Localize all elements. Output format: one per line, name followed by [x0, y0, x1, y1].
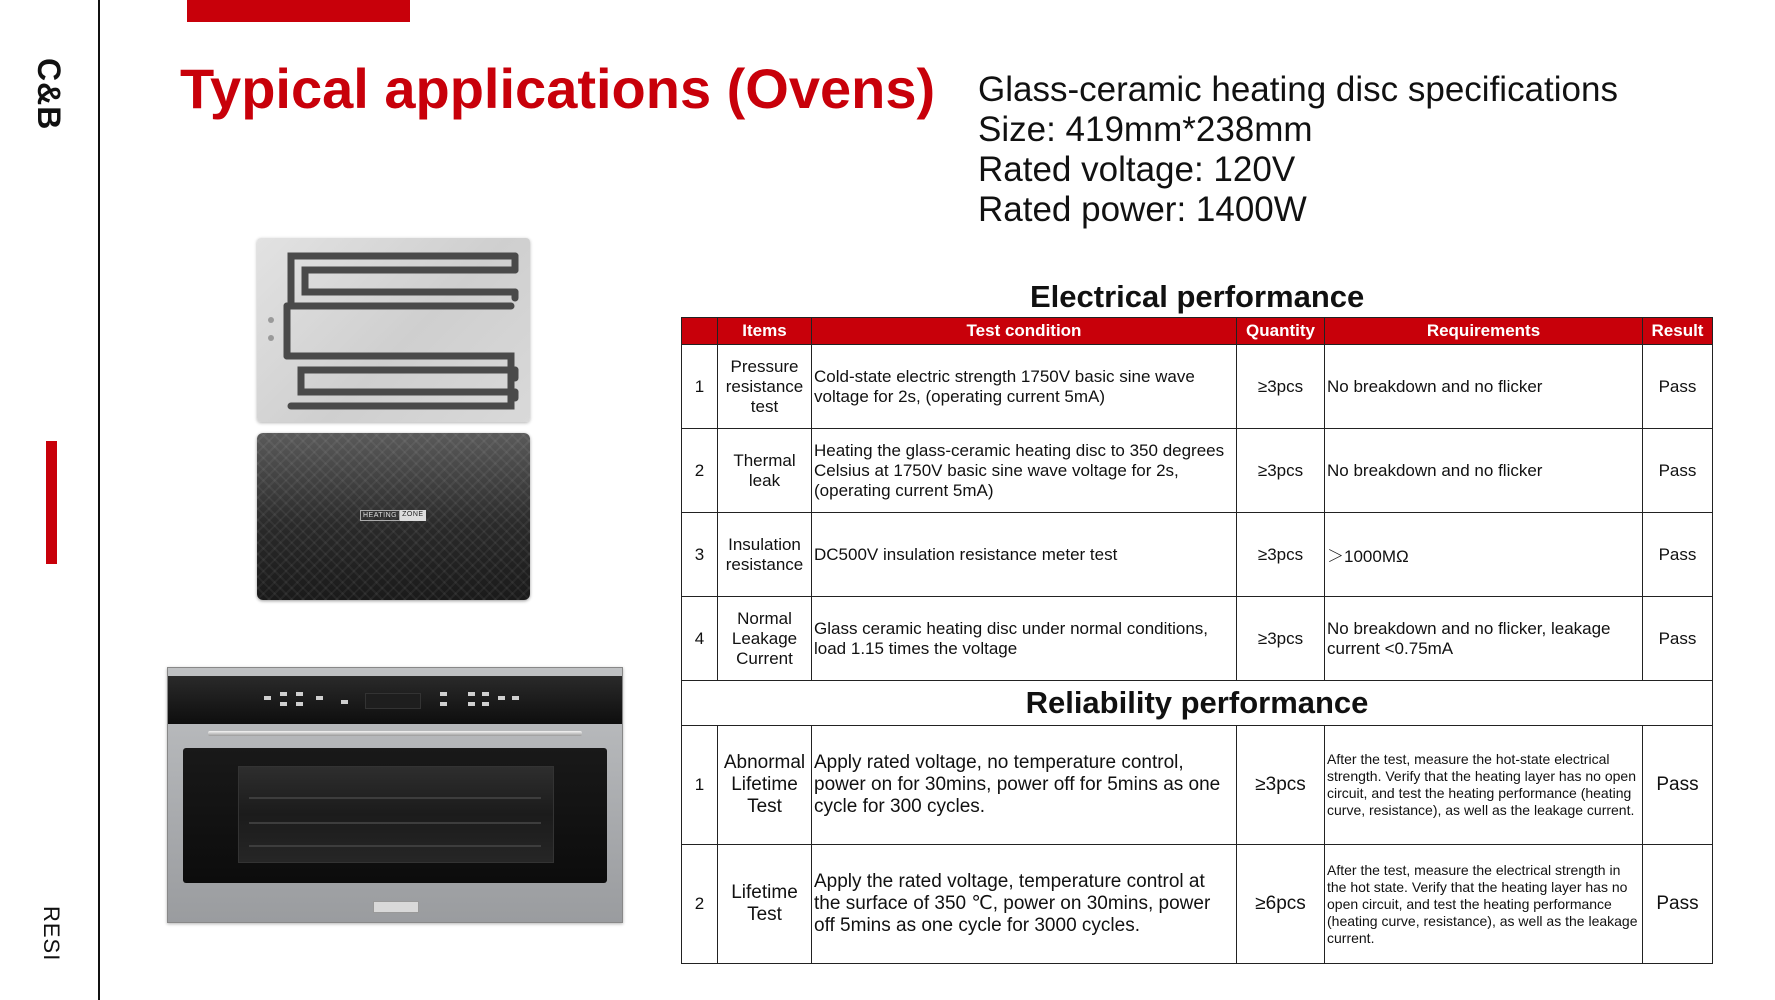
table-row — [682, 513, 1713, 597]
row-number: 3 — [682, 513, 718, 597]
spec-line: Rated power: 1400W — [978, 190, 1307, 229]
table-row — [682, 726, 1713, 845]
row-item: Lifetime Test — [718, 845, 812, 964]
row-result: Pass — [1643, 429, 1713, 513]
row-quantity: ≥6pcs — [1237, 845, 1325, 964]
col-header-result: Result — [1643, 318, 1713, 345]
row-result: Pass — [1643, 845, 1713, 964]
row-requirements: ＞1000MΩ — [1325, 513, 1643, 597]
col-header-quantity: Quantity — [1237, 318, 1325, 345]
row-condition: Glass ceramic heating disc under normal conditions, load 1.15 times the voltage — [812, 597, 1237, 681]
table-row — [682, 429, 1713, 513]
row-condition: Apply rated voltage, no temperature control, power on for 30mins, power off for 5mins as one cycle for 300 cycles. — [812, 726, 1237, 845]
table-row — [682, 597, 1713, 681]
row-condition: Heating the glass-ceramic heating disc to 350 degrees Celsius at 1750V basic sine wave voltage for 2s, (operating current 5mA) — [812, 429, 1237, 513]
brand-logo-text: C&B — [31, 58, 67, 131]
table-row — [682, 345, 1713, 429]
row-result: Pass — [1643, 513, 1713, 597]
row-item: Abnormal Lifetime Test — [718, 726, 812, 845]
sidebar — [0, 0, 100, 1000]
row-requirements: No breakdown and no flicker — [1325, 429, 1643, 513]
reliability-section-row — [682, 681, 1713, 726]
row-number: 2 — [682, 429, 718, 513]
row-requirements: After the test, measure the hot-state electrical strength. Verify that the heating layer has no open circuit, and test the heating performance (heating curve, resistance), as well as the leakage current. — [1325, 726, 1643, 845]
top-accent-bar — [187, 0, 410, 22]
oven-image — [167, 667, 623, 923]
row-quantity: ≥3pcs — [1237, 726, 1325, 845]
col-header-condition: Test condition — [812, 318, 1237, 345]
row-number: 2 — [682, 845, 718, 964]
spec-line: Glass-ceramic heating disc specifications — [978, 70, 1618, 109]
row-item: Pressure resistance test — [718, 345, 812, 429]
sidebar-footer-text: RESI — [39, 906, 64, 962]
spec-line: Rated voltage: 120V — [978, 150, 1296, 189]
spec-line: Size: 419mm*238mm — [978, 110, 1313, 149]
row-condition: DC500V insulation resistance meter test — [812, 513, 1237, 597]
row-requirements: No breakdown and no flicker, leakage current <0.75mA — [1325, 597, 1643, 681]
oven-badge — [373, 901, 419, 913]
row-item: Insulation resistance — [718, 513, 812, 597]
oven-door — [183, 748, 607, 883]
specs-block — [978, 70, 1618, 230]
sidebar-accent-bar — [46, 441, 57, 564]
heating-disc-back-image — [257, 238, 530, 422]
col-header-requirements: Requirements — [1325, 318, 1643, 345]
col-header-num — [682, 318, 718, 345]
row-item: Thermal leak — [718, 429, 812, 513]
heating-zone-logo: HEATING ZONE — [360, 510, 426, 521]
row-quantity: ≥3pcs — [1237, 513, 1325, 597]
row-condition: Apply the rated voltage, temperature control at the surface of 350 ℃, power on 30mins, power off 5mins as one cycle for 3000 cycles. — [812, 845, 1237, 964]
row-quantity: ≥3pcs — [1237, 345, 1325, 429]
row-quantity: ≥3pcs — [1237, 597, 1325, 681]
row-number: 1 — [682, 726, 718, 845]
row-result: Pass — [1643, 726, 1713, 845]
table-header-row — [682, 318, 1713, 345]
row-item: Normal Leakage Current — [718, 597, 812, 681]
row-number: 4 — [682, 597, 718, 681]
oven-control-panel — [168, 676, 622, 724]
row-requirements: No breakdown and no flicker — [1325, 345, 1643, 429]
heating-disc-front-image — [257, 433, 530, 600]
row-condition: Cold-state electric strength 1750V basic sine wave voltage for 2s, (operating current 5mA) — [812, 345, 1237, 429]
oven-window — [238, 766, 554, 863]
oven-handle — [208, 731, 582, 736]
page-title: Typical applications (Ovens) — [180, 57, 936, 120]
col-header-items: Items — [718, 318, 812, 345]
electrical-performance-title: Electrical performance — [1030, 279, 1365, 314]
row-quantity: ≥3pcs — [1237, 429, 1325, 513]
row-number: 1 — [682, 345, 718, 429]
performance-table — [681, 317, 1713, 964]
row-result: Pass — [1643, 345, 1713, 429]
table-row — [682, 845, 1713, 964]
reliability-performance-title: Reliability performance — [682, 681, 1713, 726]
row-result: Pass — [1643, 597, 1713, 681]
row-requirements: After the test, measure the electrical strength in the hot state. Verify that the heating layer has no open circuit, and test the heating performance (heating curve, resistance), as well as the leakage current. — [1325, 845, 1643, 964]
